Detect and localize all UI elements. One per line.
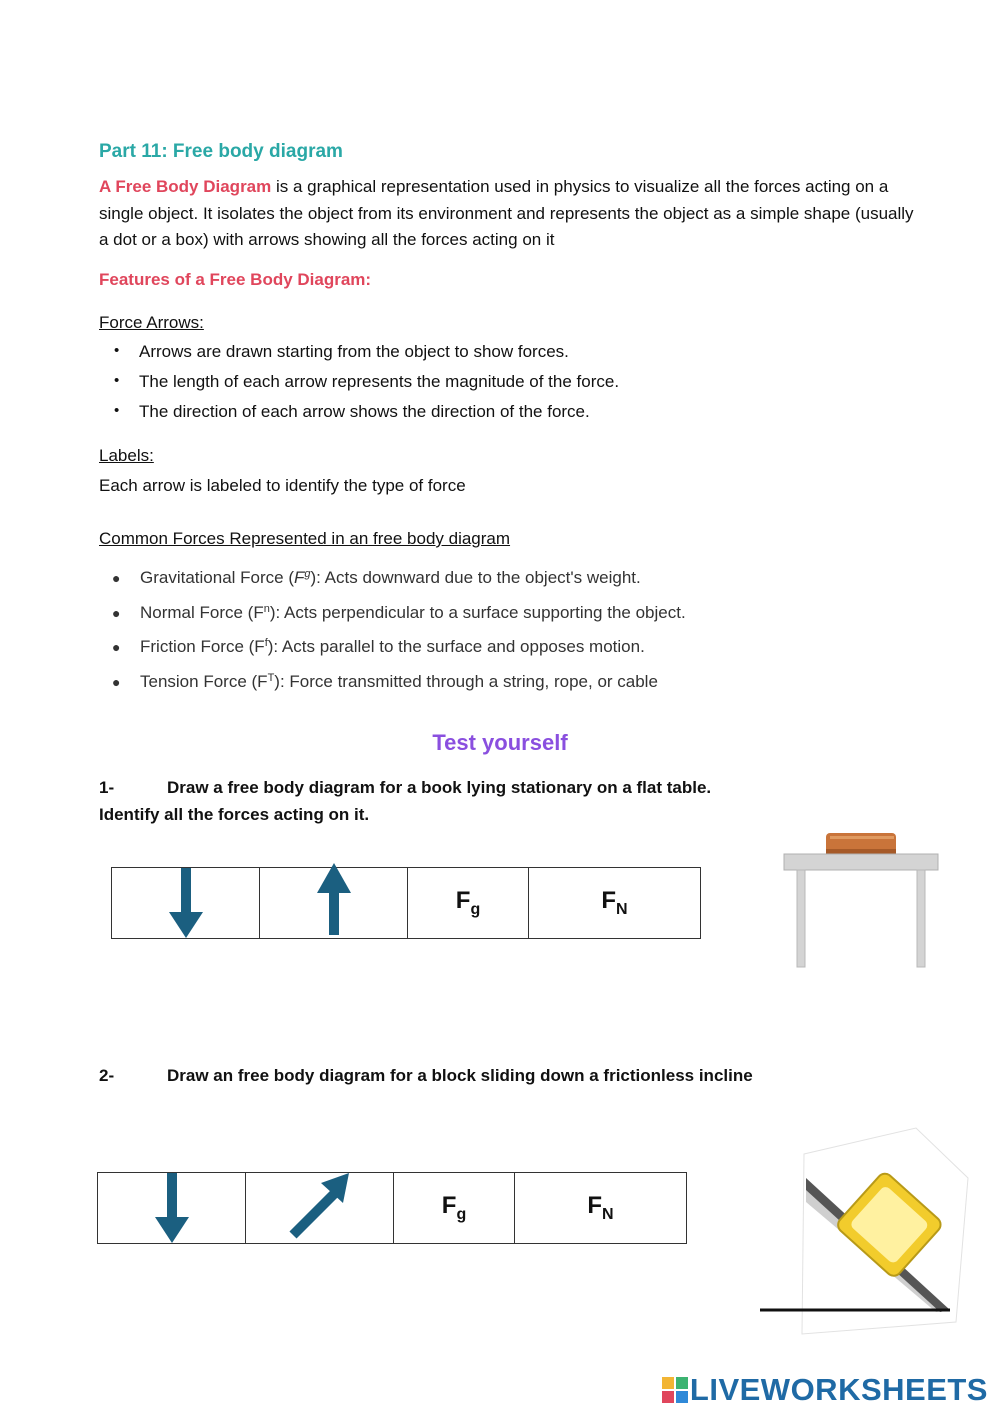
force-label-fg[interactable]: $F_g$	[441, 1192, 467, 1223]
arrow-diagonal-icon[interactable]	[285, 1171, 355, 1241]
liveworksheets-brand	[662, 1372, 988, 1408]
book-on-table-illustration	[780, 826, 942, 971]
answer-slot[interactable]	[260, 868, 408, 939]
list-item: ● Normal Force ( F n ): Acts perpendicular to a surface supporting the object.	[112, 603, 686, 638]
intro-paragraph	[99, 174, 919, 254]
question-1-text-line2: Identify all the forces acting on it.	[99, 805, 370, 824]
force-label-cell	[529, 868, 701, 939]
force-arrows-list	[114, 342, 619, 432]
question-1-answer-table	[111, 867, 701, 939]
arrow-down-icon[interactable]	[152, 1173, 192, 1243]
list-item: ● Gravitational Force ( F g ): Acts downward due to the object's weight.	[112, 568, 686, 603]
common-forces-list	[112, 568, 686, 706]
list-item: ● Friction Force ( F f ): Acts parallel to the surface and opposes motion.	[112, 637, 686, 672]
features-heading: Features of a Free Body Diagram:	[99, 270, 372, 289]
force-label-cell	[515, 1173, 687, 1244]
question-2-answer-table	[97, 1172, 687, 1244]
list-item	[114, 372, 619, 402]
question-1-text: Draw a free body diagram for a book lying stationary on a flat table.	[167, 778, 712, 797]
intro-term: A Free Body Diagram	[99, 177, 272, 196]
bullet-icon: ●	[112, 570, 121, 586]
list-item-text: The direction of each arrow shows the direction of the force.	[139, 402, 590, 421]
force-label-cell	[394, 1173, 515, 1244]
bullet-icon: ●	[112, 673, 121, 690]
test-yourself-heading: Test yourself	[432, 730, 568, 755]
intro-text: is a graphical representation used in physics to visualize all the forces acting on a single object. It isolates the object from its environment and represents the object as a simple shape (usually a dot or a box) with arrows showing all the forces acting on it	[99, 177, 914, 249]
answer-slot[interactable]	[112, 868, 260, 939]
arrow-up-icon[interactable]	[314, 863, 354, 935]
question-1-number: 1-	[99, 778, 115, 797]
incline-block-illustration	[756, 1126, 972, 1338]
force-arrows-label: Force Arrows:	[99, 313, 204, 332]
force-label-fg[interactable]: $F_g$	[455, 887, 481, 918]
labels-text: Each arrow is labeled to identify the type of force	[99, 476, 466, 495]
list-item	[114, 402, 619, 432]
bullet-icon: ●	[112, 639, 121, 655]
common-forces-label: Common Forces Represented in an free body diagram	[99, 529, 511, 548]
force-label-cell	[408, 868, 529, 939]
answer-slot[interactable]	[98, 1173, 246, 1244]
list-item-text: The length of each arrow represents the magnitude of the force.	[139, 372, 620, 391]
labels-label: Labels:	[99, 446, 154, 465]
question-2-text: Draw an free body diagram for a block sliding down a frictionless incline	[167, 1066, 753, 1085]
force-label-fn[interactable]: $F_N$	[587, 1192, 614, 1223]
arrow-down-icon[interactable]	[166, 868, 206, 938]
liveworksheets-logo-icon	[662, 1377, 688, 1403]
section-heading: Part 11: Free body diagram	[99, 141, 343, 162]
brand-text: LIVEWORKSHEETS	[689, 1372, 988, 1407]
bullet-icon: •	[114, 372, 120, 389]
list-item	[114, 342, 619, 372]
bullet-icon: •	[114, 342, 120, 359]
force-label-fn[interactable]: $F_N$	[601, 887, 628, 918]
list-item: ● Tension Force ( F T ): Force transmitted through a string, rope, or cable	[112, 672, 686, 707]
bullet-icon: ●	[112, 604, 121, 621]
answer-slot[interactable]	[246, 1173, 394, 1244]
list-item-text: Arrows are drawn starting from the object to show forces.	[139, 342, 569, 361]
question-2-number: 2-	[99, 1066, 115, 1085]
bullet-icon: •	[114, 402, 120, 419]
